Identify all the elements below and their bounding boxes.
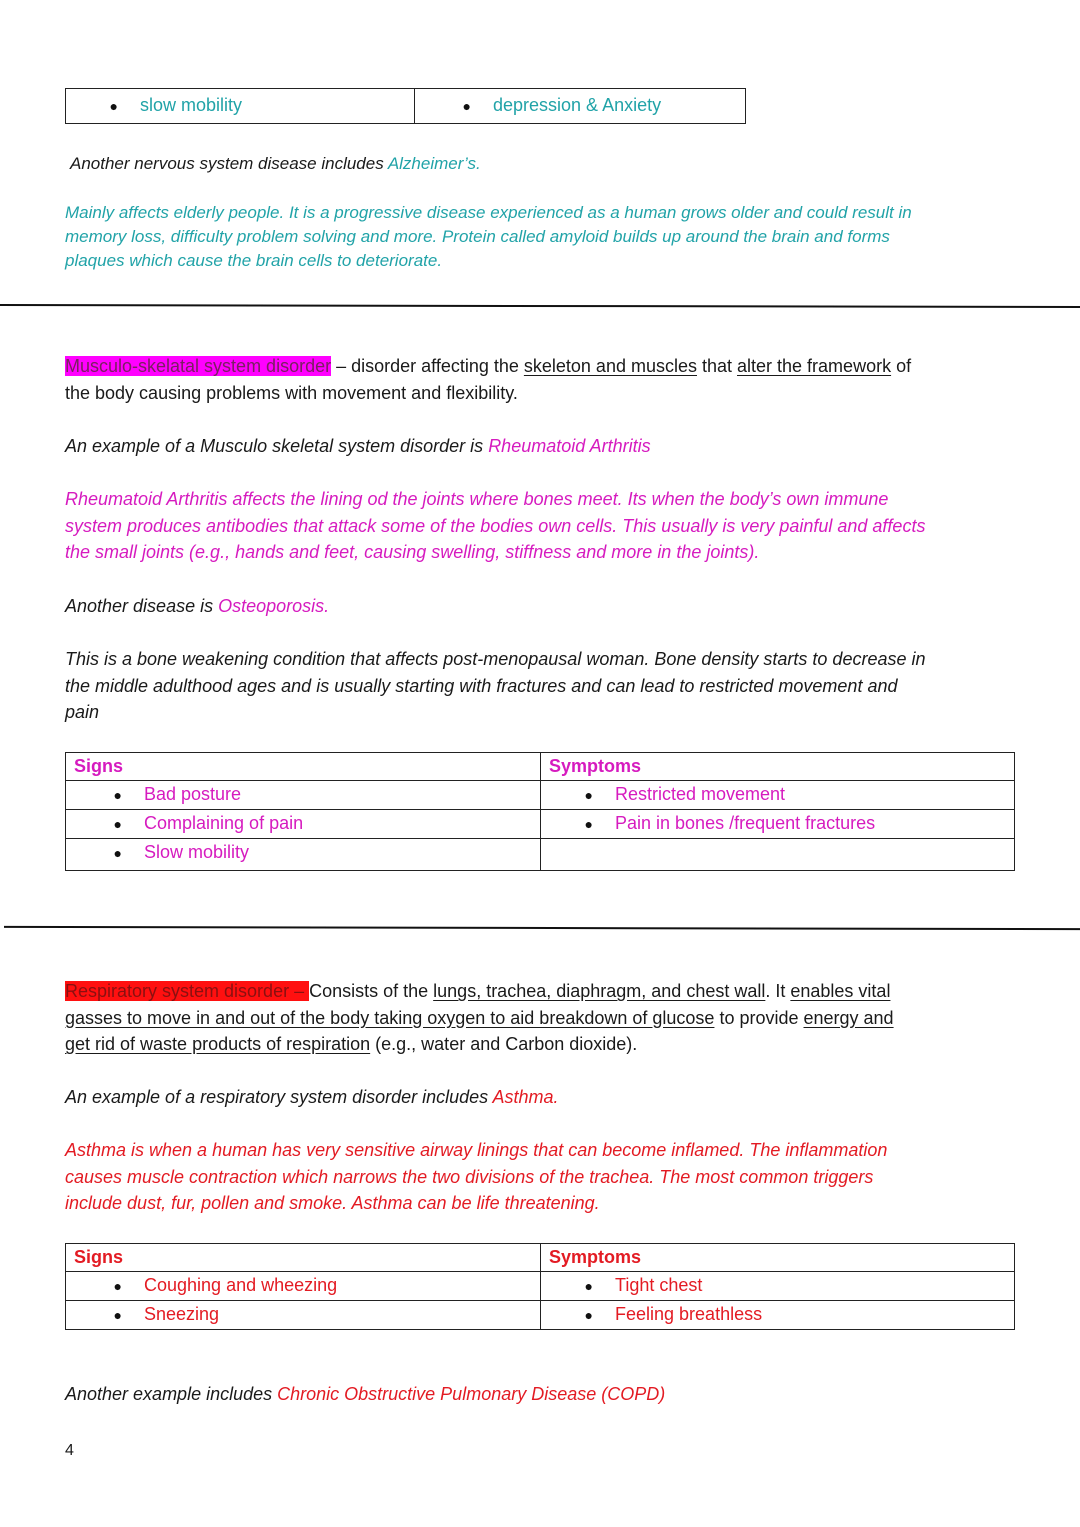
text: that — [696, 356, 738, 376]
page-number: 4 — [65, 1442, 74, 1459]
sign-text: Bad posture — [144, 784, 242, 804]
sign-text: Coughing and wheezing — [144, 1275, 338, 1295]
table-row — [66, 839, 1015, 871]
symptom-text: Restricted movement — [615, 784, 786, 804]
musculo-definition — [65, 353, 1065, 406]
desc-line: the middle adulthood ages and is usually starting with fractures and can lead to restricted movement and — [65, 675, 898, 696]
section-divider — [0, 304, 1080, 308]
musculo-example — [65, 433, 651, 460]
disease-name: Chronic Obstructive Pulmonary Disease (COPD) — [277, 1384, 666, 1404]
underlined-text: gasses to move in and out of the body taking oxygen to aid breakdown of glucose — [65, 1007, 715, 1028]
table-row — [66, 1272, 1015, 1301]
table-cell — [541, 1272, 1015, 1301]
underlined-text: alter the framework — [737, 356, 892, 376]
text: of — [891, 356, 912, 376]
desc-line: Rheumatoid Arthritis affects the lining od the joints where bones meet. Its when the body’s own immune — [65, 489, 889, 509]
rheumatoid-description — [65, 486, 1065, 566]
symptom-text: Pain in bones /frequent fractures — [615, 813, 876, 833]
text: to provide — [714, 1007, 804, 1028]
bullet-icon: ● — [113, 845, 122, 861]
respiratory-example — [65, 1084, 559, 1111]
bullet-icon: ● — [584, 816, 593, 832]
top-continuation-table — [65, 88, 746, 124]
table-row — [66, 810, 1015, 839]
highlighted-term: Respiratory system disorder – — [65, 981, 310, 1001]
intro-text: Another example includes — [65, 1384, 278, 1404]
bullet-icon: ● — [584, 1307, 593, 1323]
table-cell — [66, 89, 415, 124]
bullet-icon: ● — [113, 1278, 122, 1294]
table-cell — [541, 1301, 1015, 1330]
table-row — [66, 781, 1015, 810]
underlined-text: skeleton and muscles — [523, 356, 697, 376]
text: Consists of the — [309, 981, 434, 1001]
alzheimers-description — [65, 201, 1065, 273]
symptoms-header: Symptoms — [541, 1244, 1015, 1272]
desc-line: the small joints (e.g., hands and feet, causing swelling, stiffness and more in the joints). — [65, 542, 760, 562]
table-cell — [66, 781, 541, 810]
disease-name: Osteoporosis. — [218, 596, 330, 616]
table-cell — [541, 781, 1015, 810]
text: . It — [765, 981, 791, 1001]
asthma-description — [65, 1137, 1065, 1217]
table-cell — [66, 810, 541, 839]
sign-text: Complaining of pain — [144, 813, 304, 833]
section-divider — [4, 926, 1080, 930]
signs-header: Signs — [66, 1244, 541, 1272]
desc-line: Mainly affects elderly people. It is a progressive disease experienced as a human grows older and could result in — [65, 203, 912, 222]
bullet-icon: ● — [584, 787, 593, 803]
disease-name: Rheumatoid Arthritis — [488, 436, 651, 456]
symptom-text: Tight chest — [615, 1275, 703, 1295]
cell-text: depression & Anxiety — [493, 95, 662, 115]
table-cell — [541, 839, 1015, 871]
underlined-text: enables vital — [790, 981, 891, 1001]
desc-line: Asthma is when a human has very sensitive airway linings that can become inflamed. The inflammation — [65, 1140, 888, 1160]
table-cell — [415, 89, 746, 124]
symptoms-header: Symptoms — [541, 753, 1015, 781]
underlined-text: energy and — [803, 1007, 894, 1028]
intro-text: An example of a Musculo skeletal system disorder is — [65, 436, 489, 456]
intro-text: Another disease is — [65, 596, 219, 616]
bullet-icon: ● — [113, 1307, 122, 1323]
desc-line: plaques which cause the brain cells to deteriorate. — [65, 251, 443, 270]
bullet-icon: ● — [462, 98, 471, 114]
osteo-signs-symptoms-table — [65, 752, 1015, 871]
definition-line: the body causing problems with movement and flexibility. — [65, 382, 518, 403]
copd-example — [65, 1381, 665, 1408]
asthma-signs-symptoms-table — [65, 1243, 1015, 1330]
desc-line: causes muscle contraction which narrows the two divisions of the trachea. The most common triggers — [65, 1166, 874, 1187]
disease-name: Alzheimer’s. — [387, 154, 481, 173]
desc-line: system produces antibodies that attack some of the bodies own cells. This usually is very painful and affects — [65, 515, 926, 536]
symptom-text: Feeling breathless — [615, 1304, 763, 1324]
cell-text: slow mobility — [140, 95, 243, 115]
bullet-icon: ● — [584, 1278, 593, 1294]
desc-line: pain — [65, 702, 100, 722]
table-cell — [66, 1272, 541, 1301]
osteo-intro — [65, 593, 329, 620]
sign-text: Sneezing — [144, 1304, 220, 1324]
signs-header: Signs — [66, 753, 541, 781]
disease-name: Asthma. — [492, 1087, 559, 1107]
sign-text: Slow mobility — [144, 842, 250, 862]
bullet-icon: ● — [109, 98, 118, 114]
intro-text: Another nervous system disease includes — [70, 154, 388, 173]
table-cell — [66, 839, 541, 871]
table-cell — [541, 810, 1015, 839]
intro-text: An example of a respiratory system disorder includes — [65, 1087, 493, 1107]
alzheimers-intro — [70, 152, 481, 176]
bullet-icon: ● — [113, 816, 122, 832]
desc-line: This is a bone weakening condition that affects post-menopausal woman. Bone density starts to decrease in — [65, 649, 926, 669]
desc-line: memory loss, difficulty problem solving and more. Protein called amyloid builds up around the brain and forms — [65, 227, 890, 246]
underlined-text: lungs, trachea, diaphragm, and chest wall — [433, 981, 766, 1001]
osteo-description — [65, 646, 1065, 726]
bullet-icon: ● — [113, 787, 122, 803]
desc-line: include dust, fur, pollen and smoke. Asthma can be life threatening. — [65, 1193, 600, 1213]
table-row — [66, 1301, 1015, 1330]
highlighted-term: Musculo-skelatal system disorder — [65, 356, 332, 376]
underlined-text: get rid of waste products of respiration — [65, 1034, 371, 1054]
respiratory-definition — [65, 978, 1065, 1058]
text: (e.g., water and Carbon dioxide). — [370, 1034, 638, 1054]
text: – disorder affecting the — [331, 356, 524, 376]
table-cell — [66, 1301, 541, 1330]
